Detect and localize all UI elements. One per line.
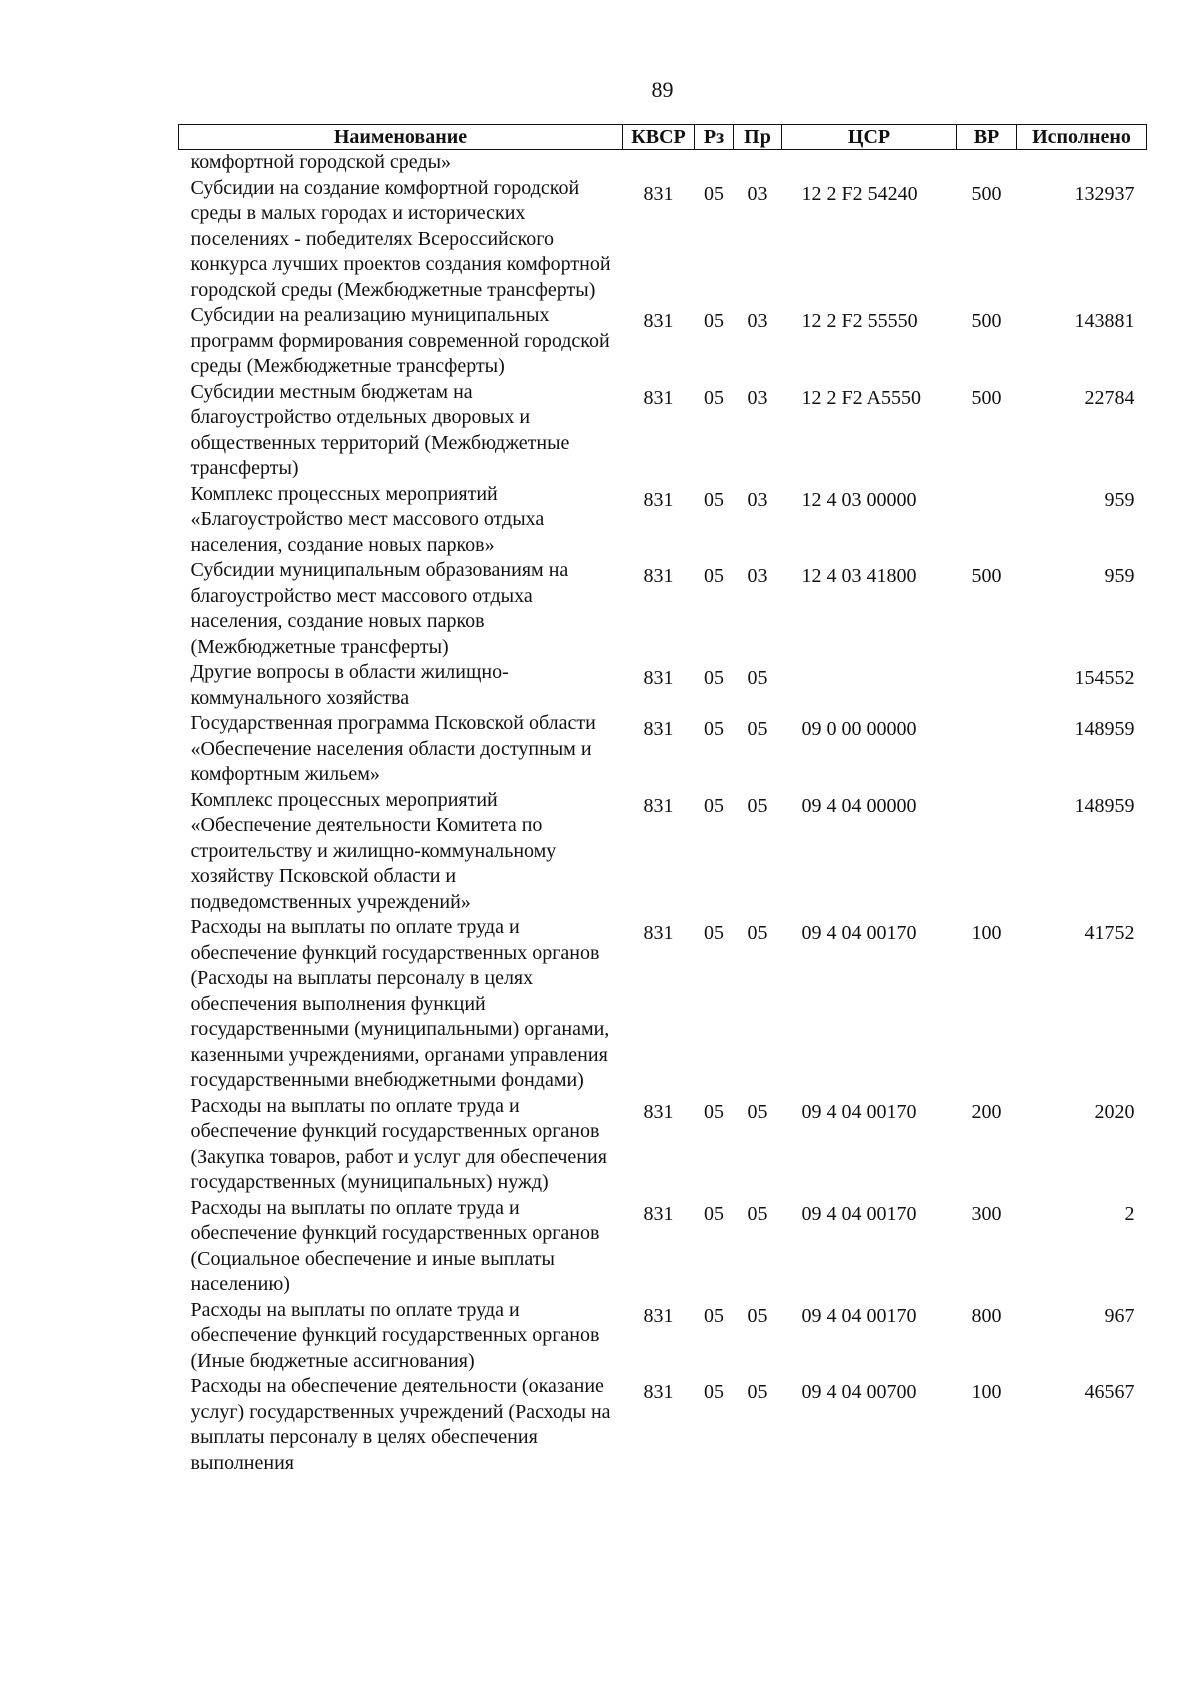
- cell-kvsr: 831: [643, 386, 674, 409]
- cell-vr: [957, 711, 1017, 788]
- cell-pr: 05: [747, 1304, 768, 1327]
- cell-vr: [957, 660, 1017, 711]
- cell-name: Государственная программа Псковской области «Обеспечение населения области доступным и комфортным жильем»: [190, 712, 596, 785]
- table-row-continuation: [179, 150, 1147, 176]
- header-pr: Пр: [734, 125, 782, 150]
- cell-vr: 100: [971, 1381, 1002, 1403]
- cell-vr: [957, 482, 1017, 559]
- table-row: [179, 1196, 1147, 1298]
- cell-name: Субсидии муниципальным образованиям на благоустройство мест массового отдыха населения, создание новых парков (Межбюджетные трансферты): [190, 559, 569, 658]
- cell-pr: 05: [747, 794, 768, 817]
- header-kvsr: КВСР: [623, 125, 695, 150]
- cell-done: 2020: [1094, 1100, 1135, 1123]
- table-row: [179, 711, 1147, 788]
- cell-rz: 05: [704, 386, 724, 409]
- cell-vr: 500: [971, 182, 1002, 205]
- cell-name: Субсидии на создание комфортной городской среды в малых городах и исторических поселениях - победителях Всероссийского конкурса лучших проектов создания комфортной городской среды (Межбюджетные трансферты): [190, 176, 611, 301]
- cell-name: Расходы на обеспечение деятельности (оказание услуг) государственных учреждений (Расходы на выплаты персоналу в целях обеспечения выполнения: [190, 1375, 611, 1474]
- cell-csr: 12 2 F2 A5550: [801, 386, 921, 409]
- cell-csr: 12 4 03 41800: [801, 565, 917, 587]
- cell-rz: 05: [704, 182, 724, 205]
- cell-pr: 03: [747, 310, 768, 332]
- cell-name: Расходы на выплаты по оплате труда и обеспечение функций государственных органов (Закупка товаров, работ и услуг для обеспечения государственных (муниципальных) нужд): [190, 1094, 607, 1193]
- cell-kvsr: 831: [643, 565, 674, 587]
- table-row: [179, 482, 1147, 559]
- cell-name: Субсидии местным бюджетам на благоустройство отдельных дворовых и общественных территорий (Межбюджетные трансферты): [190, 380, 570, 479]
- cell-kvsr: 831: [643, 1202, 674, 1225]
- cell-csr: 12 2 F2 55550: [801, 310, 918, 332]
- cell-pr: 05: [747, 922, 768, 944]
- cell-done: 959: [1104, 488, 1135, 511]
- cell-done: 148959: [1074, 718, 1135, 740]
- cell-rz: 05: [704, 1304, 724, 1327]
- cell-pr: 03: [747, 386, 768, 409]
- table-row: [179, 558, 1147, 660]
- table-row: [179, 176, 1147, 304]
- cell-done: 148959: [1074, 794, 1135, 817]
- cell-name: Расходы на выплаты по оплате труда и обеспечение функций государственных органов (Расходы на выплаты персоналу в целях обеспечения выполнения функций государственными (муниципальными) органами, казенными учреждениями, органами управления государственными внебюджетными фондами): [190, 916, 610, 1091]
- cell-name: Комплекс процессных мероприятий «Благоустройство мест массового отдыха населения, создание новых парков»: [190, 482, 545, 556]
- table-body: [179, 150, 1147, 1477]
- cell-csr: 09 0 00 00000: [801, 718, 917, 740]
- cell-kvsr: 831: [643, 718, 674, 740]
- cell-name: Расходы на выплаты по оплате труда и обеспечение функций государственных органов (Иные бюджетные ассигнования): [190, 1298, 600, 1372]
- cell-done: 46567: [1084, 1381, 1135, 1403]
- header-rz: Рз: [695, 125, 734, 150]
- cell-name: комфортной городской среды»: [190, 151, 452, 173]
- cell-name: Комплекс процессных мероприятий «Обеспечение деятельности Комитета по строительству и жилищно-коммунальному хозяйству Псковской области и подведомственных учреждений»: [190, 788, 557, 913]
- cell-csr: [782, 660, 957, 711]
- table-row: [179, 303, 1147, 380]
- cell-done: 967: [1104, 1304, 1135, 1327]
- table-row: [179, 660, 1147, 711]
- cell-rz: 05: [704, 1202, 724, 1225]
- page-number: 89: [651, 77, 674, 102]
- cell-vr: 300: [971, 1202, 1002, 1225]
- cell-pr: 05: [747, 667, 768, 689]
- cell-kvsr: 831: [643, 1100, 674, 1123]
- cell-csr: 09 4 04 00000: [801, 794, 917, 817]
- header-vr: ВР: [957, 125, 1017, 150]
- cell-rz: 05: [704, 310, 724, 332]
- cell-kvsr: 831: [643, 922, 674, 944]
- cell-rz: 05: [704, 1381, 724, 1403]
- cell-csr: 09 4 04 00170: [801, 1100, 917, 1123]
- cell-done: 143881: [1074, 310, 1135, 332]
- cell-pr: 03: [747, 565, 768, 587]
- cell-kvsr: 831: [643, 1381, 674, 1403]
- cell-kvsr: 831: [643, 182, 674, 205]
- table-row: [179, 1094, 1147, 1196]
- table-row: [179, 915, 1147, 1094]
- cell-vr: [957, 788, 1017, 916]
- cell-rz: 05: [704, 488, 724, 511]
- cell-rz: 05: [704, 1100, 724, 1123]
- header-csr: ЦСР: [782, 125, 957, 150]
- cell-kvsr: 831: [643, 310, 674, 332]
- cell-rz: 05: [704, 718, 724, 740]
- cell-pr: 05: [747, 1202, 768, 1225]
- table-row: [179, 788, 1147, 916]
- cell-pr: 05: [747, 718, 768, 740]
- cell-rz: 05: [704, 794, 724, 817]
- cell-csr: 09 4 04 00170: [801, 922, 917, 944]
- cell-name: Расходы на выплаты по оплате труда и обеспечение функций государственных органов (Социальное обеспечение и иные выплаты населению): [190, 1196, 600, 1295]
- cell-csr: 09 4 04 00170: [801, 1304, 917, 1327]
- cell-pr: 03: [747, 182, 768, 205]
- cell-vr: 200: [971, 1100, 1002, 1123]
- cell-done: 41752: [1084, 922, 1135, 944]
- cell-pr: 05: [747, 1100, 768, 1123]
- cell-csr: 09 4 04 00700: [801, 1381, 917, 1403]
- cell-csr: 12 4 03 00000: [801, 488, 917, 511]
- cell-done: 132937: [1074, 182, 1135, 205]
- table-row: [179, 380, 1147, 482]
- cell-done: 2: [1124, 1202, 1135, 1225]
- cell-pr: 05: [747, 1381, 768, 1403]
- cell-rz: 05: [704, 667, 724, 689]
- cell-vr: 500: [971, 565, 1002, 587]
- cell-kvsr: 831: [643, 1304, 674, 1327]
- cell-name: Субсидии на реализацию муниципальных программ формирования современной городской среды (Межбюджетные трансферты): [190, 304, 610, 377]
- cell-vr: 100: [971, 922, 1002, 944]
- header-done: Исполнено: [1017, 125, 1147, 150]
- cell-done: 959: [1104, 565, 1135, 587]
- cell-name: Другие вопросы в области жилищно-коммунального хозяйства: [190, 661, 509, 709]
- cell-vr: 500: [971, 386, 1002, 409]
- cell-vr: 500: [971, 310, 1002, 332]
- budget-table: [178, 124, 1147, 1476]
- cell-csr: 09 4 04 00170: [801, 1202, 917, 1225]
- table-row: [179, 1374, 1147, 1476]
- header-name: Наименование: [179, 125, 623, 150]
- cell-csr: 12 2 F2 54240: [801, 182, 918, 205]
- table-row: [179, 1298, 1147, 1375]
- cell-kvsr: 831: [643, 794, 674, 817]
- cell-rz: 05: [704, 565, 724, 587]
- cell-kvsr: 831: [643, 667, 674, 689]
- cell-pr: 03: [747, 488, 768, 511]
- cell-rz: 05: [704, 922, 724, 944]
- cell-kvsr: 831: [643, 488, 674, 511]
- table-header: [179, 125, 1147, 150]
- cell-done: 154552: [1074, 667, 1135, 689]
- cell-vr: 800: [971, 1304, 1002, 1327]
- cell-done: 22784: [1084, 386, 1135, 409]
